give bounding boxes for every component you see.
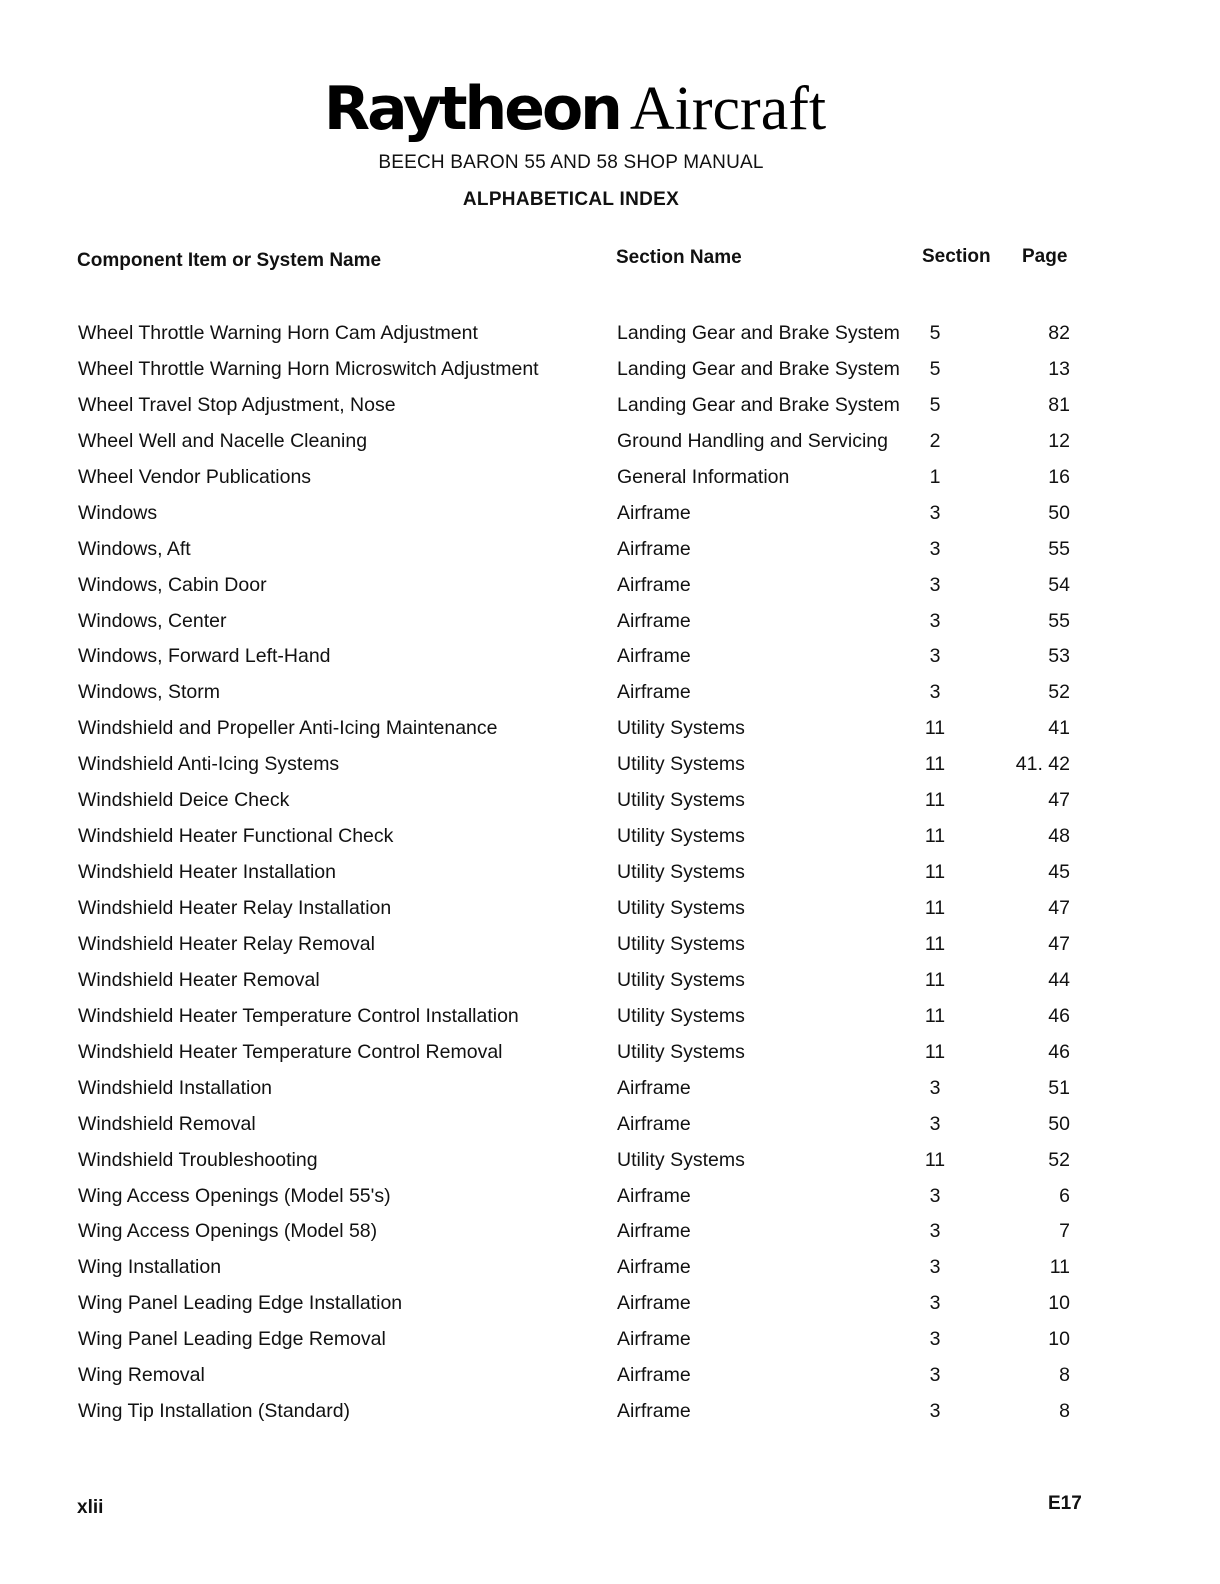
component-name: Windshield Heater Removal — [78, 968, 320, 991]
section-name: Utility Systems — [617, 717, 745, 740]
table-row — [0, 568, 1220, 604]
page-number-cell: 41 — [1048, 717, 1070, 740]
table-row — [0, 352, 1220, 388]
section-name: Utility Systems — [617, 753, 745, 776]
table-row — [0, 711, 1220, 747]
page-number-cell: 6 — [1059, 1184, 1070, 1207]
page-number-cell: 13 — [1048, 357, 1070, 380]
section-number: 11 — [924, 753, 946, 776]
component-name: Wheel Throttle Warning Horn Microswitch Adjustment — [78, 357, 539, 380]
table-row — [0, 927, 1220, 963]
page-number-cell: 10 — [1048, 1292, 1070, 1315]
page-number-cell: 55 — [1048, 537, 1070, 560]
component-name: Wheel Throttle Warning Horn Cam Adjustment — [78, 322, 478, 344]
section-number: 11 — [924, 1148, 946, 1171]
section-name: Airframe — [617, 1364, 691, 1387]
component-name: Windshield Heater Functional Check — [78, 825, 394, 848]
brand-logo — [0, 74, 1150, 145]
section-number: 3 — [929, 1400, 941, 1423]
section-name: Utility Systems — [617, 968, 745, 991]
section-name: Utility Systems — [617, 1004, 745, 1027]
section-name: Airframe — [617, 537, 691, 560]
page-number-cell: 10 — [1048, 1328, 1070, 1351]
table-row — [0, 891, 1220, 927]
table-row — [0, 1322, 1220, 1358]
table-row — [0, 855, 1220, 891]
section-number: 3 — [929, 1328, 941, 1351]
column-header-page: Page — [1022, 246, 1068, 267]
section-number: 1 — [929, 465, 941, 488]
section-name: Utility Systems — [617, 897, 745, 919]
table-row — [0, 1394, 1220, 1430]
section-number: 11 — [924, 1004, 946, 1027]
section-number: 3 — [929, 537, 941, 560]
section-number: 3 — [929, 645, 941, 668]
section-number: 2 — [929, 429, 941, 452]
section-name: Airframe — [617, 1292, 691, 1315]
section-number: 3 — [929, 1112, 941, 1135]
component-name: Windshield Heater Installation — [78, 861, 336, 884]
component-name: Wheel Travel Stop Adjustment, Nose — [78, 393, 396, 416]
table-row — [0, 639, 1220, 675]
page-number-cell: 50 — [1048, 1112, 1070, 1135]
component-name: Windshield Heater Temperature Control Installation — [78, 1004, 519, 1027]
section-name: Utility Systems — [617, 861, 745, 884]
section-name: Airframe — [617, 609, 691, 632]
section-number: 5 — [929, 322, 941, 344]
section-number: 3 — [929, 681, 941, 704]
component-name: Windshield Removal — [78, 1112, 256, 1135]
section-number: 3 — [929, 1076, 941, 1099]
column-header-section: Section — [922, 246, 991, 267]
page-number-cell: 50 — [1048, 501, 1070, 524]
page-code: E17 — [1048, 1493, 1082, 1514]
section-number: 3 — [929, 609, 941, 632]
page-number-cell: 45 — [1048, 861, 1070, 884]
section-number: 11 — [924, 825, 946, 848]
page-number-cell: 52 — [1048, 1148, 1070, 1171]
page-number-cell: 7 — [1059, 1220, 1070, 1243]
page-number-cell: 8 — [1059, 1400, 1070, 1423]
table-row — [0, 1250, 1220, 1286]
page-number-cell: 54 — [1048, 573, 1070, 596]
table-row — [0, 1071, 1220, 1107]
table-row — [0, 1214, 1220, 1250]
page-number-cell: 8 — [1059, 1364, 1070, 1387]
component-name: Windows, Center — [78, 609, 227, 632]
component-name: Wing Tip Installation (Standard) — [78, 1400, 351, 1423]
section-number: 11 — [924, 1040, 946, 1063]
page-number-cell: 47 — [1048, 789, 1070, 812]
section-name: General Information — [617, 465, 790, 488]
section-number: 11 — [924, 968, 946, 991]
table-row — [0, 460, 1220, 496]
component-name: Windshield Heater Relay Installation — [78, 897, 392, 919]
table-row — [0, 963, 1220, 999]
section-name: Airframe — [617, 681, 691, 704]
component-name: Wheel Vendor Publications — [78, 465, 312, 488]
component-name: Windshield Heater Relay Removal — [78, 932, 375, 955]
component-name: Windshield Heater Temperature Control Removal — [78, 1040, 503, 1063]
page-number-cell: 52 — [1048, 681, 1070, 704]
table-row — [0, 1286, 1220, 1322]
page-number-cell: 51 — [1048, 1076, 1070, 1099]
table-row — [0, 1179, 1220, 1215]
section-name: Airframe — [617, 1076, 691, 1099]
page-number-cell: 41. 42 — [1015, 753, 1070, 776]
table-row — [0, 747, 1220, 783]
table-row — [0, 675, 1220, 711]
table-row — [0, 1035, 1220, 1071]
component-name: Windows — [78, 501, 158, 524]
brand-name-bold: Raytheon — [323, 74, 620, 144]
table-row — [0, 999, 1220, 1035]
section-name: Airframe — [617, 573, 691, 596]
component-name: Windshield Deice Check — [78, 789, 290, 812]
section-name: Landing Gear and Brake System — [617, 393, 900, 416]
page-number: xlii — [77, 1497, 104, 1518]
component-name: Windows, Storm — [78, 681, 220, 704]
section-name: Airframe — [617, 1328, 691, 1351]
table-row — [0, 496, 1220, 532]
section-name: Utility Systems — [617, 1148, 745, 1171]
section-number: 3 — [929, 1364, 941, 1387]
page-number-cell: 46 — [1048, 1004, 1070, 1027]
page-number-cell: 12 — [1048, 429, 1070, 452]
component-name: Windshield Anti-Icing Systems — [78, 753, 340, 776]
section-name: Airframe — [617, 1400, 691, 1423]
section-number: 3 — [929, 573, 941, 596]
section-name: Utility Systems — [617, 825, 745, 848]
page-number-cell: 46 — [1048, 1040, 1070, 1063]
page-number-cell: 44 — [1048, 968, 1070, 991]
section-name: Airframe — [617, 1184, 691, 1207]
section-name: Utility Systems — [617, 789, 745, 812]
component-name: Wing Access Openings (Model 55's) — [78, 1184, 391, 1207]
section-number: 11 — [924, 789, 946, 812]
section-name: Airframe — [617, 1256, 691, 1279]
component-name: Windshield Installation — [78, 1076, 273, 1099]
component-name: Windows, Forward Left-Hand — [78, 645, 331, 668]
page-number-cell: 53 — [1048, 645, 1070, 668]
page-number-cell: 82 — [1048, 322, 1070, 344]
section-name: Airframe — [617, 1112, 691, 1135]
section-number: 11 — [924, 717, 946, 740]
section-number: 3 — [929, 501, 941, 524]
page-number-cell: 48 — [1048, 825, 1070, 848]
section-number: 3 — [929, 1184, 941, 1207]
section-name: Ground Handling and Servicing — [617, 429, 889, 452]
section-number: 11 — [924, 897, 946, 919]
page-number-cell: 81 — [1048, 393, 1070, 416]
component-name: Wing Removal — [78, 1364, 205, 1387]
component-name: Windshield Troubleshooting — [78, 1148, 318, 1171]
component-name: Wing Panel Leading Edge Removal — [78, 1328, 386, 1351]
page-number-cell: 47 — [1048, 932, 1070, 955]
table-row — [0, 316, 1220, 352]
component-name: Windshield and Propeller Anti-Icing Maintenance — [78, 717, 498, 740]
table-row — [0, 819, 1220, 855]
component-name: Windows, Cabin Door — [78, 573, 267, 596]
section-number: 3 — [929, 1292, 941, 1315]
table-row — [0, 424, 1220, 460]
section-name: Utility Systems — [617, 932, 745, 955]
section-name: Airframe — [617, 645, 691, 668]
section-name: Airframe — [617, 1220, 691, 1243]
page-number-cell: 47 — [1048, 897, 1070, 919]
table-row — [0, 1143, 1220, 1179]
section-number: 5 — [929, 357, 941, 380]
component-name: Wing Access Openings (Model 58) — [78, 1220, 378, 1243]
section-number: 3 — [929, 1256, 941, 1279]
page-number-cell: 16 — [1048, 465, 1070, 488]
column-header-component: Component Item or System Name — [77, 250, 382, 271]
page-number-cell: 11 — [1049, 1256, 1070, 1279]
section-name: Landing Gear and Brake System — [617, 322, 900, 344]
section-number: 11 — [924, 932, 946, 955]
section-name: Landing Gear and Brake System — [617, 357, 900, 380]
section-number: 11 — [924, 861, 946, 884]
index-table — [0, 316, 1220, 1430]
table-row — [0, 783, 1220, 819]
section-name: Utility Systems — [617, 1040, 745, 1063]
section-number: 3 — [929, 1220, 941, 1243]
table-row — [0, 604, 1220, 640]
table-row — [0, 532, 1220, 568]
manual-title: BEECH BARON 55 AND 58 SHOP MANUAL — [378, 152, 764, 173]
section-name: Airframe — [617, 501, 691, 524]
brand-name-serif: Aircraft — [629, 75, 827, 143]
page-number-cell: 55 — [1048, 609, 1070, 632]
component-name: Wing Installation — [78, 1256, 222, 1279]
column-header-section-name: Section Name — [616, 247, 742, 268]
component-name: Windows, Aft — [78, 537, 191, 560]
component-name: Wing Panel Leading Edge Installation — [78, 1292, 403, 1315]
section-number: 5 — [929, 393, 941, 416]
table-row — [0, 388, 1220, 424]
component-name: Wheel Well and Nacelle Cleaning — [78, 429, 368, 452]
table-row — [0, 1107, 1220, 1143]
index-title: ALPHABETICAL INDEX — [462, 189, 680, 210]
table-row — [0, 1358, 1220, 1394]
